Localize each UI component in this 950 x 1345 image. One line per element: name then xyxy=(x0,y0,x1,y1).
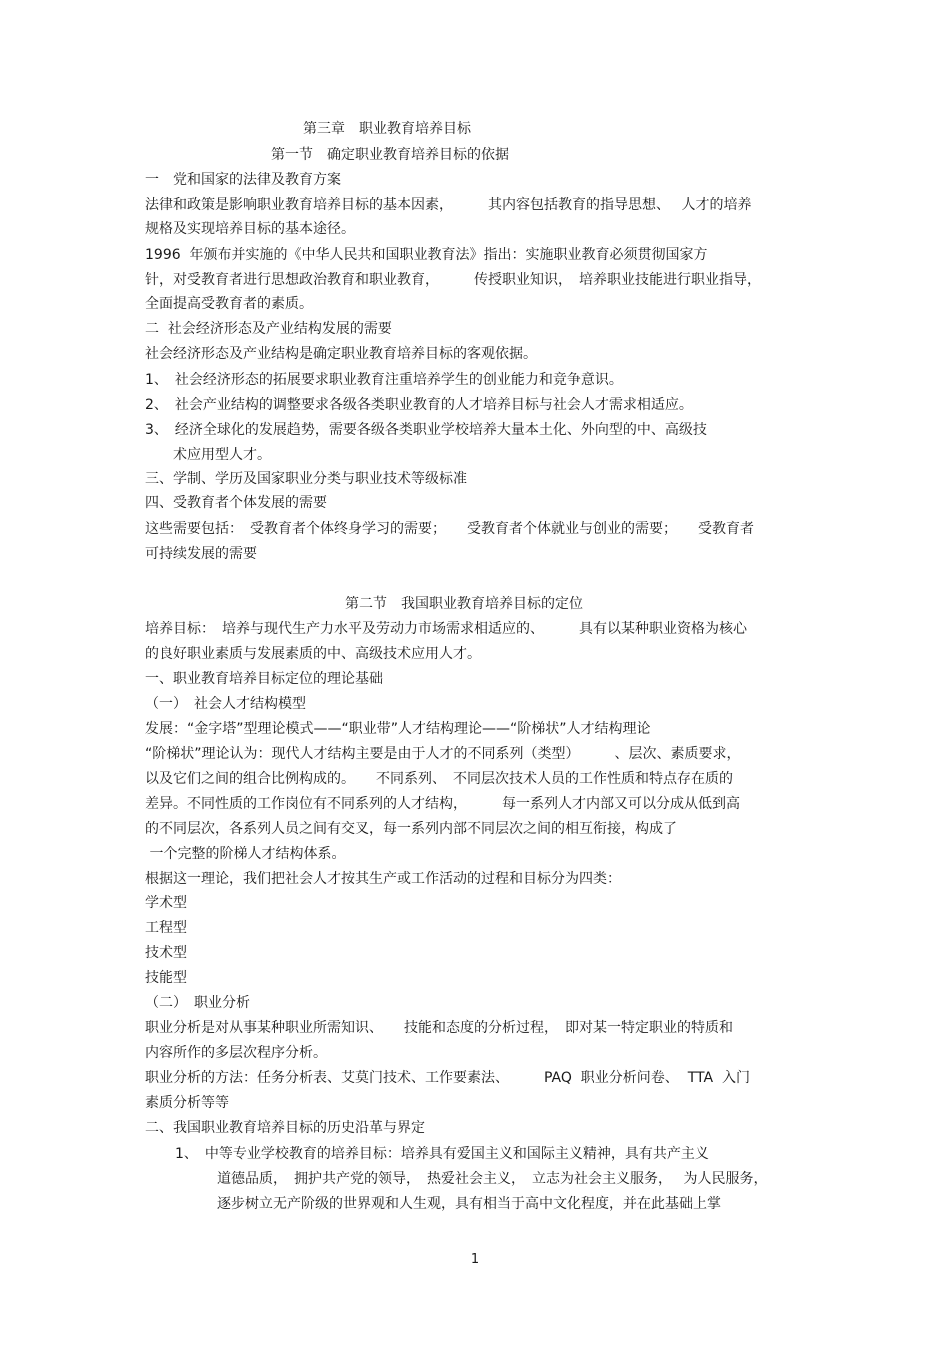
text-line: 全面提高受教育者的素质。 xyxy=(145,296,313,312)
text-line: 二 社会经济形态及产业结构发展的需要 xyxy=(145,321,392,337)
text-line: 学术型 xyxy=(145,895,187,911)
text-line: 1996 年颁布并实施的《中华人民共和国职业教育法》指出：实施职业教育必须贯彻国家方 xyxy=(145,247,708,263)
text-line: 素质分析等等 xyxy=(145,1095,229,1111)
text-line: （一） 社会人才结构模型 xyxy=(145,696,306,712)
text-line: 三、学制、学历及国家职业分类与职业技术等级标准 xyxy=(145,471,467,487)
text-line: 社会经济形态及产业结构是确定职业教育培养目标的客观依据。 xyxy=(145,346,537,362)
text-line: 技术型 xyxy=(145,945,187,961)
text-line: 2、 社会产业结构的调整要求各级各类职业教育的人才培养目标与社会人才需求相适应。 xyxy=(145,397,693,413)
text-line: 针，对受教育者进行思想政治教育和职业教育， 传授职业知识， 培养职业技能进行职业指导， xyxy=(145,272,761,288)
text-line: 这些需要包括： 受教育者个体终身学习的需要； 受教育者个体就业与创业的需要； 受教育者 xyxy=(145,521,754,537)
text-line: 以及它们之间的组合比例构成的。 不同系列、 不同层次技术人员的工作性质和特点存在质的 xyxy=(145,771,733,787)
text-line: 的良好职业素质与发展素质的中、高级技术应用人才。 xyxy=(145,646,481,662)
text-line: 1、 社会经济形态的拓展要求职业教育注重培养学生的创业能力和竞争意识。 xyxy=(145,372,623,388)
text-line: 1、 中等专业学校教育的培养目标：培养具有爱国主义和国际主义精神，具有共产主义 xyxy=(175,1146,709,1162)
section-1-title: 第一节 确定职业教育培养目标的依据 xyxy=(271,147,509,163)
text-line: 道德品质， 拥护共产党的领导， 热爱社会主义， 立志为社会主义服务， 为人民服务， xyxy=(175,1171,768,1187)
text-line: 差异。不同性质的工作岗位有不同系列的人才结构， 每一系列人才内部又可以分成从低到高 xyxy=(145,796,740,812)
text-line: 职业分析是对从事某种职业所需知识、 技能和态度的分析过程， 即对某一特定职业的特质和 xyxy=(145,1020,733,1036)
text-line: 发展：“金字塔”型理论模式——“职业带”人才结构理论——“阶梯状”人才结构理论 xyxy=(145,721,651,737)
page-number: 1 xyxy=(470,1252,480,1267)
text-line: 一 党和国家的法律及教育方案 xyxy=(145,172,341,188)
text-line: 一个完整的阶梯人才结构体系。 xyxy=(145,846,346,862)
section-2-title: 第二节 我国职业教育培养目标的定位 xyxy=(345,596,583,612)
text-line: 规格及实现培养目标的基本途径。 xyxy=(145,221,355,237)
text-line: 3、 经济全球化的发展趋势，需要各级各类职业学校培养大量本土化、外向型的中、高级技 xyxy=(145,422,707,438)
text-line: （二） 职业分析 xyxy=(145,995,250,1011)
text-line: 工程型 xyxy=(145,920,187,936)
text-line: 的不同层次，各系列人员之间有交叉，每一系列内部不同层次之间的相互衔接，构成了 xyxy=(145,821,677,837)
text-line: 术应用型人才。 xyxy=(145,447,271,463)
text-line: 法律和政策是影响职业教育培养目标的基本因素， 其内容包括教育的指导思想、 人才的培养 xyxy=(145,197,752,213)
text-line: 可持续发展的需要 xyxy=(145,546,257,562)
text-line: “阶梯状”理论认为：现代人才结构主要是由于人才的不同系列（类型） 、层次、素质要求， xyxy=(145,746,741,762)
text-line: 逐步树立无产阶级的世界观和人生观，具有相当于高中文化程度，并在此基础上掌 xyxy=(175,1196,721,1212)
text-line: 根据这一理论，我们把社会人才按其生产或工作活动的过程和目标分为四类： xyxy=(145,871,621,887)
text-line: 内容所作的多层次程序分析。 xyxy=(145,1045,327,1061)
text-line: 职业分析的方法：任务分析表、艾莫门技术、工作要素法、 PAQ 职业分析问卷、 TTA 入门 xyxy=(145,1070,750,1086)
text-line: 一、职业教育培养目标定位的理论基础 xyxy=(145,671,383,687)
text-line: 四、受教育者个体发展的需要 xyxy=(145,495,327,511)
text-line: 二、我国职业教育培养目标的历史沿革与界定 xyxy=(145,1120,425,1136)
chapter-title: 第三章 职业教育培养目标 xyxy=(303,121,471,137)
text-line: 技能型 xyxy=(145,970,187,986)
text-line: 培养目标： 培养与现代生产力水平及劳动力市场需求相适应的、 具有以某种职业资格为核心 xyxy=(145,621,747,637)
